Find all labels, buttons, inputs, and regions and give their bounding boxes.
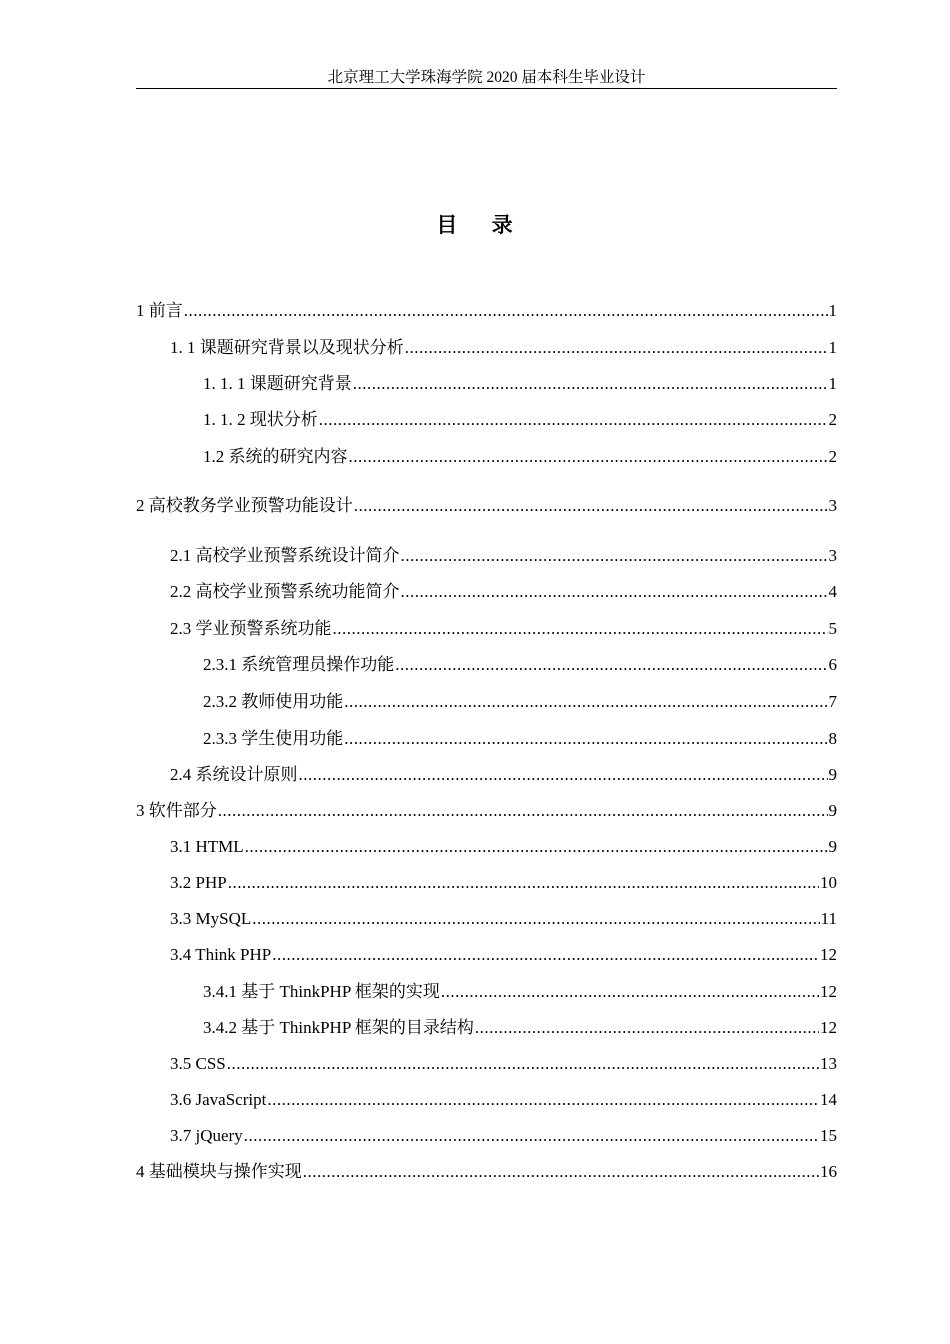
toc-entry[interactable] <box>203 371 837 397</box>
page-header: 北京理工大学珠海学院 2020 届本科生毕业设计 <box>327 69 646 86</box>
toc-entry-text: 4 基础模块与操作实现 <box>136 1162 302 1181</box>
toc-page-number: 11 <box>820 909 837 928</box>
toc-page-number: 12 <box>820 1018 837 1037</box>
toc-entry[interactable] <box>203 979 837 1005</box>
toc-entry-text: 2.3.2 教师使用功能 <box>203 692 344 711</box>
toc-page-number: 8 <box>828 729 837 748</box>
toc-entry[interactable] <box>136 298 837 324</box>
toc-leader-dots <box>349 444 828 470</box>
toc-entry[interactable] <box>203 689 837 715</box>
toc-entry-text: 2.2 高校学业预警系统功能简介 <box>170 582 400 601</box>
toc-entry[interactable] <box>170 579 837 605</box>
toc-page-number: 15 <box>820 1126 837 1145</box>
toc-entry[interactable] <box>136 798 837 824</box>
toc-leader-dots <box>441 979 819 1005</box>
toc-entry[interactable] <box>170 1087 837 1113</box>
toc-page-number: 12 <box>820 982 837 1001</box>
toc-entry-text: 3.3 MySQL <box>170 909 252 928</box>
toc-entry-text: 3.5 CSS <box>170 1054 226 1073</box>
toc-entry[interactable] <box>203 407 837 433</box>
toc-page-number: 1 <box>828 374 837 393</box>
toc-leader-dots <box>218 798 828 824</box>
toc-entry-text: 3.4 Think PHP <box>170 945 272 964</box>
toc-entry[interactable] <box>203 444 837 470</box>
toc-entry-text: 2.3.3 学生使用功能 <box>203 729 344 748</box>
toc-entry[interactable] <box>136 493 837 519</box>
toc-page-number: 2 <box>828 410 837 429</box>
toc-page-number: 2 <box>828 447 837 466</box>
toc-leader-dots <box>303 1159 819 1185</box>
toc-entry-text: 3.7 jQuery <box>170 1126 243 1145</box>
toc-leader-dots <box>395 652 827 678</box>
header-rule <box>136 88 837 89</box>
toc-entry-text: 3.4.2 基于 ThinkPHP 框架的目录结构 <box>203 1018 474 1037</box>
toc-leader-dots <box>245 834 828 860</box>
toc-page-number: 1 <box>828 338 837 357</box>
toc-leader-dots <box>344 726 827 752</box>
toc-entry-text: 1. 1. 1 课题研究背景 <box>203 374 352 393</box>
toc-leader-dots <box>299 762 828 788</box>
toc-leader-dots <box>228 870 819 896</box>
toc-page-number: 6 <box>828 655 837 674</box>
toc-entry-text: 1 前言 <box>136 301 183 320</box>
toc-page-number: 10 <box>820 873 837 892</box>
toc-entry[interactable] <box>170 870 837 896</box>
toc-entry-text: 2 高校教务学业预警功能设计 <box>136 496 353 515</box>
toc-leader-dots <box>401 543 828 569</box>
toc-leader-dots <box>401 579 828 605</box>
toc-page-number: 12 <box>820 945 837 964</box>
toc-leader-dots <box>353 371 828 397</box>
toc-entry-text: 1.2 系统的研究内容 <box>203 447 348 466</box>
toc-page-number: 4 <box>828 582 837 601</box>
toc-entry[interactable] <box>203 1015 837 1041</box>
toc-entry[interactable] <box>136 1159 837 1185</box>
toc-page-number: 3 <box>828 546 837 565</box>
toc-entry[interactable] <box>170 942 837 968</box>
toc-page-number: 14 <box>820 1090 837 1109</box>
toc-entry-text: 3 软件部分 <box>136 801 217 820</box>
toc-leader-dots <box>354 493 828 519</box>
toc-entry[interactable] <box>170 906 837 932</box>
toc-leader-dots <box>252 906 819 932</box>
toc-entry-text: 2.3 学业预警系统功能 <box>170 619 332 638</box>
toc-page-number: 9 <box>828 801 837 820</box>
toc-entry[interactable] <box>170 834 837 860</box>
toc-leader-dots <box>333 616 828 642</box>
toc-leader-dots <box>267 1087 819 1113</box>
toc-page-number: 3 <box>828 496 837 515</box>
toc-entry-text: 3.2 PHP <box>170 873 227 892</box>
toc-leader-dots <box>319 407 828 433</box>
toc-leader-dots <box>344 689 827 715</box>
toc-entry[interactable] <box>170 543 837 569</box>
toc-page-number: 9 <box>828 837 837 856</box>
toc-leader-dots <box>405 335 828 361</box>
toc-entry[interactable] <box>170 335 837 361</box>
toc-entry-text: 3.6 JavaScript <box>170 1090 267 1109</box>
toc-leader-dots <box>244 1123 819 1149</box>
toc-page-number: 7 <box>828 692 837 711</box>
toc-entry-text: 3.4.1 基于 ThinkPHP 框架的实现 <box>203 982 440 1001</box>
toc-title: 目 录 <box>436 213 514 237</box>
toc-page-number: 5 <box>828 619 837 638</box>
toc-entry[interactable] <box>170 616 837 642</box>
toc-page-number: 1 <box>828 301 837 320</box>
toc-entry[interactable] <box>170 1051 837 1077</box>
toc-entry-text: 2.4 系统设计原则 <box>170 765 298 784</box>
toc-entry-text: 1. 1. 2 现状分析 <box>203 410 318 429</box>
toc-entry-text: 2.1 高校学业预警系统设计简介 <box>170 546 400 565</box>
toc-entry[interactable] <box>170 1123 837 1149</box>
toc-leader-dots <box>184 298 828 324</box>
toc-page-number: 9 <box>828 765 837 784</box>
toc-page-number: 13 <box>820 1054 837 1073</box>
toc-leader-dots <box>475 1015 819 1041</box>
toc-entry[interactable] <box>203 726 837 752</box>
toc-leader-dots <box>227 1051 819 1077</box>
toc-entry-text: 1. 1 课题研究背景以及现状分析 <box>170 338 404 357</box>
toc-entry[interactable] <box>203 652 837 678</box>
toc-entry-text: 3.1 HTML <box>170 837 244 856</box>
toc-entry-text: 2.3.1 系统管理员操作功能 <box>203 655 395 674</box>
toc-page-number: 16 <box>820 1162 837 1181</box>
toc-entry[interactable] <box>170 762 837 788</box>
toc-leader-dots <box>272 942 819 968</box>
